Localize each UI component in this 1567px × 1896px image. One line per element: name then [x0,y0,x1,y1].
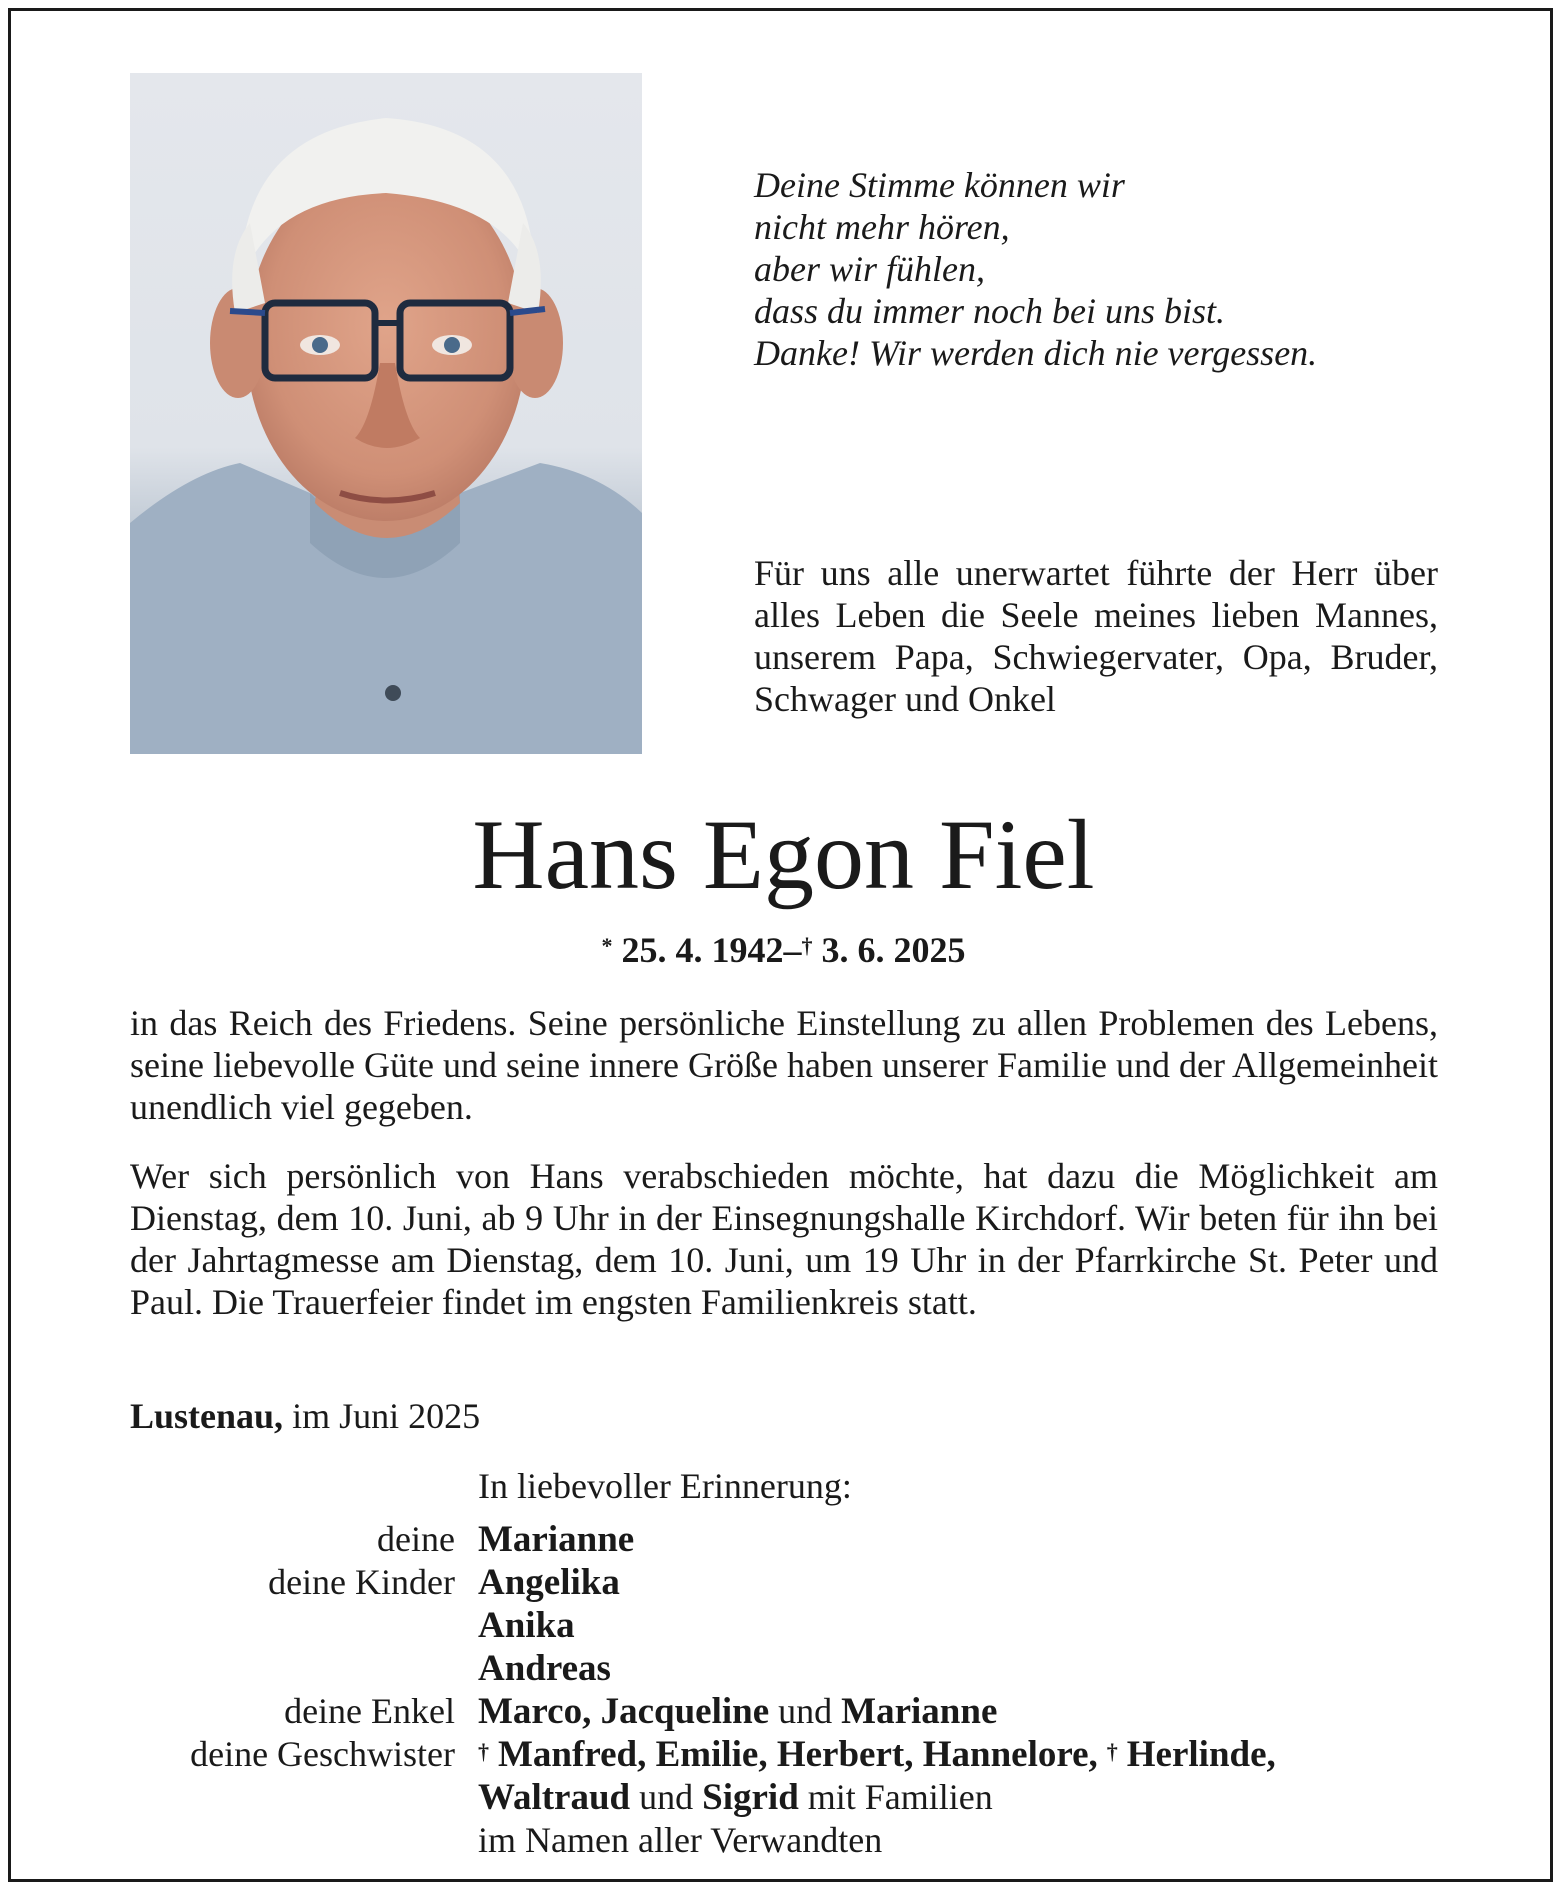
poem [754,164,1454,374]
poem-line: Danke! Wir werden dich nie vergessen. [754,333,1318,373]
memory-heading: In liebevoller Erinnerung: [478,1466,852,1506]
portrait-illustration [130,73,642,754]
place-month: im Juni 2025 [292,1396,481,1436]
relation-label: deine Kinder [268,1562,455,1602]
mourner-name: Marianne [841,1691,998,1732]
portrait-photo [130,73,642,754]
closing-line: im Namen aller Verwandten [478,1820,883,1860]
mourner-name: Herlinde, [1126,1734,1276,1775]
poem-line: dass du immer noch bei uns bist. [754,291,1225,331]
poem-line: aber wir fühlen, [754,249,985,289]
mourner-row [130,1647,1460,1690]
place-town: Lustenau, [130,1396,284,1436]
deceased-name: Hans Egon Fiel [472,799,1095,910]
mourner-row [130,1561,1460,1604]
place-date [130,1395,480,1437]
intro-text: Für uns alle unerwartet führte der Herr über alles Leben die Seele meines lieben Mannes, unserem Papa, Schwiegervater, Opa, Bruder, Schwager und Onkel [754,553,1438,719]
paragraph-peace: in das Reich des Friedens. Seine persönliche Einstellung zu allen Problemen des Lebens, seine liebevolle Güte und seine innere Größe haben unserer Familie und der Allgemeinheit unendlich viel gegeben. [130,1003,1438,1127]
conjunction: und [778,1691,833,1731]
mourner-name: Manfred, Emilie, Herbert, Hannelore, [498,1734,1098,1775]
mourners-list [130,1518,1460,1861]
siblings-suffix: mit Familien [807,1777,993,1817]
mourner-name: Marianne [478,1519,635,1560]
mourner-row [130,1819,1460,1861]
deceased-cross-icon: † [478,1739,489,1764]
relation-label: deine Enkel [284,1691,455,1731]
conjunction: und [639,1777,694,1817]
birth-date: 25. 4. 1942 [621,930,784,970]
mourner-name: Anika [478,1605,575,1646]
paragraph-farewell: Wer sich persönlich von Hans verabschieden möchte, hat dazu die Möglichkeit am Dienstag, dem 10. Juni, ab 9 Uhr in der Einsegnungshalle Kirchdorf. Wir beten für ihn bei der Jahrtagmesse am Dienstag, dem 10. Juni, um 19 Uhr in der Pfarrkirche St. Peter und Paul. Die Trauerfeier findet im engsten Familienkreis statt. [130,1156,1438,1322]
birth-star-icon: * [601,933,613,958]
mourner-name: Waltraud [478,1777,631,1818]
poem-line: Deine Stimme können wir [754,165,1125,205]
mourner-row [130,1604,1460,1647]
poem-line: nicht mehr hören, [754,207,1010,247]
mourner-name: Andreas [478,1648,611,1689]
mourner-row [130,1776,1460,1819]
date-dash: – [783,930,802,970]
deceased-cross-icon: † [1106,1739,1118,1764]
mourner-name: Angelika [478,1562,620,1603]
life-dates [0,928,1567,972]
relation-label: deine Geschwister [190,1734,455,1774]
mourner-row [130,1690,1460,1733]
relation-label: deine [377,1519,455,1559]
death-date: 3. 6. 2025 [821,930,966,970]
death-cross-icon: † [801,933,813,958]
mourner-row [130,1518,1460,1561]
mourner-row [130,1733,1460,1776]
mourner-name: Sigrid [702,1777,799,1818]
mourner-name: Marco, Jacqueline [478,1691,770,1732]
